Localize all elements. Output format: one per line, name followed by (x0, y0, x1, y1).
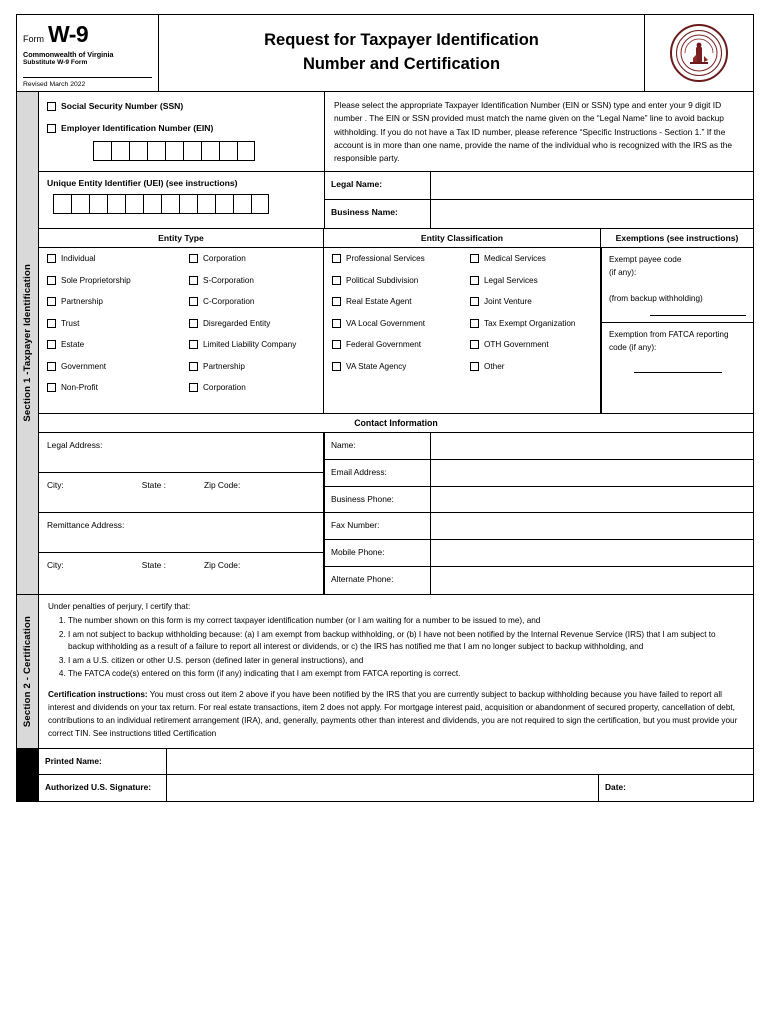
label: Non-Profit (61, 383, 98, 393)
uei-digit-box[interactable] (107, 194, 125, 214)
seal-figure-icon (680, 34, 718, 72)
uei-row (39, 172, 753, 229)
tin-digit-box[interactable] (147, 141, 165, 161)
ssn-label: Social Security Number (SSN) (61, 101, 184, 111)
authorized-signature-input[interactable] (167, 775, 598, 801)
label: Disregarded Entity (203, 318, 271, 328)
ein-option[interactable] (47, 123, 316, 133)
label: Sole Proprietorship (61, 275, 131, 285)
fax-number-label: Fax Number: (325, 513, 431, 539)
tin-digit-box[interactable] (201, 141, 219, 161)
entity-type-llc-partnership[interactable] (189, 362, 315, 371)
entity-classification-column (324, 248, 601, 413)
class-real-estate-agent[interactable] (332, 297, 454, 306)
checkbox[interactable] (47, 319, 56, 328)
alternate-phone-input[interactable] (431, 567, 753, 594)
section1-rail (17, 92, 39, 594)
fax-number-input[interactable] (431, 513, 753, 539)
contact-field-row (325, 567, 753, 594)
form-number: W-9 (48, 21, 89, 47)
entity-classification-header: Entity Classification (324, 229, 601, 247)
entity-type-estate[interactable] (47, 340, 173, 349)
checkbox[interactable] (47, 297, 56, 306)
label: Tax Exempt Organization (484, 318, 576, 328)
label: Estate (61, 340, 85, 350)
remittance-address-label: Remittance Address: (47, 519, 125, 530)
label: VA Local Government (346, 318, 426, 328)
contact-information-header: Contact Information (39, 414, 753, 433)
class-va-local-government[interactable] (332, 319, 454, 328)
form-number-line (23, 21, 152, 48)
state-label: State : (141, 559, 166, 570)
address-block (39, 433, 324, 594)
ein-label: Employer Identification Number (EIN) (61, 123, 214, 133)
checkbox[interactable] (189, 362, 198, 371)
form-title (159, 15, 645, 91)
checkbox[interactable] (189, 383, 198, 392)
uei-digit-box[interactable] (233, 194, 251, 214)
w9-form (16, 14, 754, 802)
label: Corporation (203, 254, 246, 264)
label: Individual (61, 254, 96, 264)
uei-digit-box[interactable] (179, 194, 197, 214)
form-identity-block (17, 15, 159, 91)
business-name-row (325, 200, 753, 228)
section1-wrapper (17, 92, 753, 594)
uei-digit-box[interactable] (161, 194, 179, 214)
form-header (17, 15, 753, 92)
legal-name-input[interactable] (431, 172, 753, 199)
label: S-Corporation (203, 275, 254, 285)
entity-grid (39, 248, 753, 414)
class-oth-government[interactable] (470, 340, 592, 349)
remittance-address-field[interactable] (39, 513, 323, 553)
checkbox[interactable] (332, 362, 341, 371)
contact-field-row (325, 460, 753, 487)
tin-digit-boxes[interactable] (93, 141, 316, 161)
checkbox[interactable] (47, 254, 56, 263)
entity-type-trust[interactable] (47, 319, 173, 328)
section1-rail-label: Section 1 -Taxpayer Identification (22, 264, 33, 422)
fatca-line1: Exemption from FATCA reporting (609, 330, 729, 340)
certification-instructions-label: Certification instructions: (48, 689, 148, 699)
tin-digit-box[interactable] (219, 141, 237, 161)
fatca-line2: code (if any): (609, 342, 657, 352)
business-name-label: Business Name: (325, 200, 431, 228)
agency-name: Commonwealth of Virginia (23, 50, 114, 59)
legal-city-state-zip[interactable] (39, 473, 323, 513)
printed-name-label: Printed Name: (39, 749, 167, 774)
checkbox[interactable] (470, 276, 479, 285)
certification-item: 2. I am not subject to backup withholding because: (a) I am exempt from backup withholding, or (b) I have not been notified by the Internal Revenue Service (IRS) that I am subject to backup withholding as a result of a failure to report all interest or dividends, or c) the IRS has notified me that I am no longer subject to backup withholding, and (68, 629, 744, 654)
contact-fields (324, 433, 753, 594)
label: Other (484, 361, 505, 371)
checkbox[interactable] (47, 383, 56, 392)
uei-digit-box[interactable] (251, 194, 269, 214)
date-label[interactable]: Date: (598, 775, 753, 801)
substitute-label: Substitute W-9 Form (23, 59, 88, 66)
class-other[interactable] (470, 362, 592, 371)
entity-type-disregarded-entity[interactable] (189, 319, 315, 328)
city-label: City: (47, 479, 64, 490)
business-name-input[interactable] (431, 200, 753, 228)
exemptions-column (601, 248, 753, 413)
tin-digit-box[interactable] (111, 141, 129, 161)
entity-type-government[interactable] (47, 362, 173, 371)
entity-type-col1 (39, 248, 181, 413)
zip-label: Zip Code: (203, 479, 241, 490)
contact-row (39, 433, 753, 594)
alternate-phone-label: Alternate Phone: (325, 567, 431, 594)
checkbox[interactable] (189, 297, 198, 306)
certification-instructions-text: You must cross out item 2 above if you have been notified by the IRS that you are currently subject to backup withholding because you have failed to report all interest and dividends on your tax return. For real estate transactions, item 2 does not apply. For mortgage interest paid, acquisition or abandonment of secured property, cancellation of debt, contributions to an individual retirement arrangement (IRA), and, generally, payments other than interest and dividends, you are not required to sign the certification, but you must provide your correct TIN. See instructions titled Certification (48, 689, 738, 738)
zip-label: Zip Code: (203, 559, 241, 570)
exemptions-header: Exemptions (see instructions) (615, 233, 739, 244)
printed-name-input[interactable] (167, 749, 753, 774)
uei-digit-box[interactable] (89, 194, 107, 214)
name-fields (324, 172, 753, 228)
checkbox[interactable] (332, 254, 341, 263)
tin-digit-box[interactable] (237, 141, 255, 161)
entity-type-header: Entity Type (39, 229, 324, 247)
checkbox[interactable] (470, 362, 479, 371)
signature-wrapper (17, 748, 753, 801)
legal-name-row (325, 172, 753, 200)
tin-instructions: Please select the appropriate Taxpayer Identification Number (EIN or SSN) type and enter your 9 digit ID number . The EIN or SSN provided must match the name given on the “Legal Name” line to avoid backup withholding. If you do not have a Tax ID number, please reference “Specific Instructions - Section 1.” If the account is in more than one name, provide the name of the individual who is recognized with the IRS as the responsible party. (324, 92, 753, 171)
authorized-signature-label: Authorized U.S. Signature: (39, 775, 167, 801)
label: Limited Liability Company (203, 340, 297, 350)
class-va-state-agency[interactable] (332, 362, 454, 371)
mobile-phone-input[interactable] (431, 540, 753, 566)
business-phone-label: Business Phone: (325, 487, 431, 513)
revision-date: Revised March 2022 (23, 77, 152, 88)
certification-list (48, 615, 744, 680)
email-address-label: Email Address: (325, 460, 431, 486)
uei-digit-box[interactable] (53, 194, 71, 214)
section2-rail (17, 595, 39, 748)
class-political-subdivision[interactable] (332, 276, 454, 285)
entity-type-llc[interactable] (189, 340, 315, 349)
checkbox[interactable] (332, 276, 341, 285)
entity-type-individual[interactable] (47, 254, 173, 263)
certification-item: 1. The number shown on this form is my correct taxpayer identification number (or I am waiting for a number to be issued to me), and (68, 615, 744, 627)
entity-type-llc-corporation[interactable] (189, 383, 315, 392)
class-legal-services[interactable] (470, 276, 592, 285)
tin-digit-box[interactable] (165, 141, 183, 161)
form-title-line1: Request for Taxpayer Identification (264, 31, 539, 50)
checkbox[interactable] (332, 319, 341, 328)
contact-field-row (325, 487, 753, 514)
uei-digit-boxes[interactable] (53, 194, 316, 214)
seal-inner-ring (676, 30, 722, 76)
entity-type-s-corporation[interactable] (189, 276, 315, 285)
label: C-Corporation (203, 297, 255, 307)
checkbox[interactable] (47, 362, 56, 371)
label: VA State Agency (346, 361, 407, 371)
printed-name-row (39, 749, 753, 775)
entity-class-col2 (462, 248, 600, 413)
legal-address-label: Legal Address: (47, 439, 103, 450)
section2-rail-label: Section 2 - Certification (22, 615, 33, 727)
checkbox[interactable] (332, 297, 341, 306)
uei-block (39, 172, 324, 228)
label: Professional Services (346, 254, 425, 264)
state-label: State : (141, 479, 166, 490)
signature-row (39, 775, 753, 801)
section1-body (39, 92, 753, 594)
tin-left (39, 92, 324, 171)
fatca-code-input[interactable] (634, 372, 722, 373)
class-tax-exempt-organization[interactable] (470, 319, 592, 328)
entity-type-sole-proprietorship[interactable] (47, 276, 173, 285)
class-medical-services[interactable] (470, 254, 592, 263)
entity-headers (39, 229, 753, 248)
checkbox[interactable] (189, 340, 198, 349)
entity-type-c-corporation[interactable] (189, 297, 315, 306)
ssn-checkbox[interactable] (47, 102, 56, 111)
legal-address-field[interactable] (39, 433, 323, 473)
checkbox[interactable] (189, 254, 198, 263)
class-federal-government[interactable] (332, 340, 454, 349)
ssn-option[interactable] (47, 101, 316, 111)
label: Legal Services (484, 275, 538, 285)
certification-item: 4. The FATCA code(s) entered on this form (if any) indicating that I am exempt from FATCA reporting is correct. (68, 668, 744, 680)
label: Federal Government (346, 340, 422, 350)
remittance-city-state-zip[interactable] (39, 553, 323, 593)
certification-body (39, 595, 753, 748)
checkbox[interactable] (470, 340, 479, 349)
label: Government (61, 361, 107, 371)
checkbox[interactable] (47, 340, 56, 349)
entity-class-col1 (324, 248, 462, 413)
label: Medical Services (484, 254, 546, 264)
certification-item: 3. I am a U.S. citizen or other U.S. person (defined later in general instructions), and (68, 655, 744, 667)
label: Corporation (203, 383, 246, 393)
ein-checkbox[interactable] (47, 124, 56, 133)
tin-digit-box[interactable] (93, 141, 111, 161)
checkbox[interactable] (47, 276, 56, 285)
entity-type-column (39, 248, 324, 413)
business-phone-input[interactable] (431, 487, 753, 513)
contact-name-label: Name: (325, 433, 431, 459)
checkbox[interactable] (189, 319, 198, 328)
form-word: Form (23, 34, 44, 44)
tin-digit-box[interactable] (129, 141, 147, 161)
entity-type-partnership[interactable] (47, 297, 173, 306)
exempt-payee-line3: (from backup withholding) (609, 294, 703, 303)
signature-rows (39, 749, 753, 801)
checkbox[interactable] (470, 254, 479, 263)
certification-intro: Under penalties of perjury, I certify that: (48, 601, 191, 611)
checkbox[interactable] (332, 340, 341, 349)
exempt-payee-code-input[interactable] (650, 315, 746, 316)
email-address-input[interactable] (431, 460, 753, 486)
class-joint-venture[interactable] (470, 297, 592, 306)
entity-type-corporation[interactable] (189, 254, 315, 263)
uei-digit-box[interactable] (197, 194, 215, 214)
certification-instructions (48, 688, 744, 741)
label: Partnership (61, 297, 103, 307)
entity-type-col2 (181, 248, 323, 413)
uei-digit-box[interactable] (71, 194, 89, 214)
legal-name-label: Legal Name: (325, 172, 431, 199)
label: OTH Government (484, 340, 549, 350)
checkbox[interactable] (470, 319, 479, 328)
checkbox[interactable] (470, 297, 479, 306)
contact-field-row (325, 540, 753, 567)
entity-type-non-profit[interactable] (47, 383, 173, 392)
tin-digit-box[interactable] (183, 141, 201, 161)
uei-label: Unique Entity Identifier (UEI) (see instructions) (47, 178, 238, 189)
label: Trust (61, 318, 80, 328)
exempt-divider (602, 322, 753, 323)
virginia-state-seal-icon (670, 24, 728, 82)
label: Joint Venture (484, 297, 532, 307)
exempt-payee-line2: (if any): (609, 267, 637, 277)
city-label: City: (47, 559, 64, 570)
contact-name-input[interactable] (431, 433, 753, 459)
mobile-phone-label: Mobile Phone: (325, 540, 431, 566)
label: Partnership (203, 361, 245, 371)
seal-container (645, 15, 753, 91)
contact-field-row (325, 513, 753, 540)
class-professional-services[interactable] (332, 254, 454, 263)
uei-digit-box[interactable] (143, 194, 161, 214)
tin-area (39, 92, 753, 172)
section2-wrapper (17, 594, 753, 748)
label: Political Subdivision (346, 275, 419, 285)
signature-rail (17, 749, 39, 801)
label: Real Estate Agent (346, 297, 412, 307)
contact-field-row (325, 433, 753, 460)
uei-digit-box[interactable] (125, 194, 143, 214)
checkbox[interactable] (189, 276, 198, 285)
uei-digit-box[interactable] (215, 194, 233, 214)
exempt-payee-line1: Exempt payee code (609, 255, 682, 265)
form-title-line2: Number and Certification (302, 55, 501, 73)
